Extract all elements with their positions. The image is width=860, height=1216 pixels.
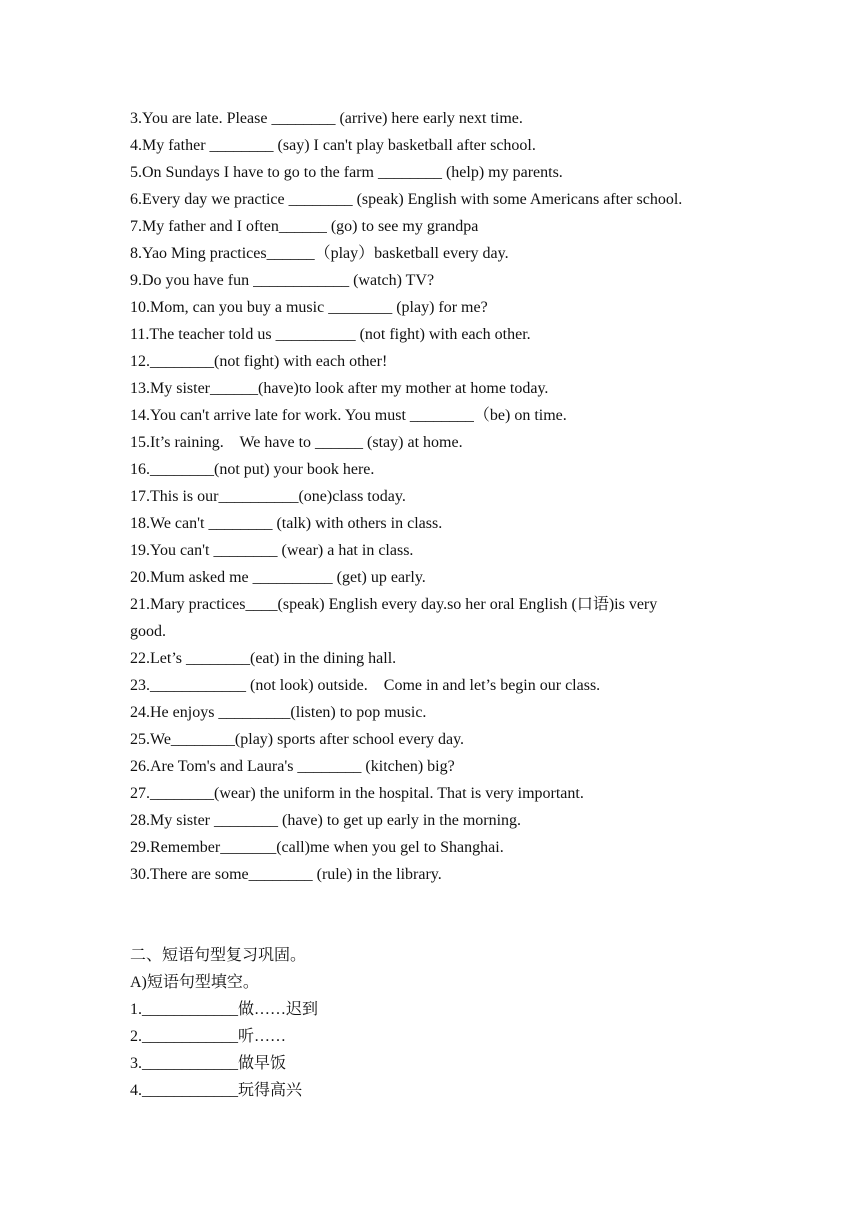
document-page: [130, 105, 750, 1104]
section-spacer: [130, 888, 750, 942]
exercise-list: [130, 105, 750, 888]
exercise-item: 5.On Sundays I have to go to the farm ________ (help) my parents.: [130, 164, 563, 181]
exercise-item: 11.The teacher told us __________ (not fight) with each other.: [130, 326, 531, 343]
phrase-item: 1.____________做……迟到: [130, 1001, 319, 1018]
phrase-item: 2.____________听……: [130, 1028, 287, 1045]
exercise-item: 21.Mary practices____(speak) English every day.so her oral English (口语)is very: [130, 596, 658, 613]
exercise-item: 17.This is our__________(one)class today.: [130, 488, 406, 505]
exercise-item: 29.Remember_______(call)me when you gel to Shanghai.: [130, 839, 504, 856]
exercise-item: 22.Let’s ________(eat) in the dining hall.: [130, 650, 397, 667]
exercise-item: 4.My father ________ (say) I can't play basketball after school.: [130, 137, 536, 154]
exercise-item: 18.We can't ________ (talk) with others in class.: [130, 515, 443, 532]
exercise-item: 3.You are late. Please ________ (arrive) here early next time.: [130, 110, 523, 127]
exercise-item: 28.My sister ________ (have) to get up early in the morning.: [130, 812, 522, 829]
section-two: [130, 942, 750, 1104]
exercise-item: 23.____________ (not look) outside. Come in and let’s begin our class.: [130, 677, 601, 694]
exercise-item: 14.You can't arrive late for work. You must ________（be) on time.: [130, 407, 567, 424]
exercise-item: 7.My father and I often______ (go) to see my grandpa: [130, 218, 479, 235]
exercise-item: 16.________(not put) your book here.: [130, 461, 375, 478]
exercise-item-continuation: good.: [130, 623, 166, 640]
exercise-item: 8.Yao Ming practices______（play）basketball every day.: [130, 245, 509, 262]
exercise-item: 12.________(not fight) with each other!: [130, 353, 388, 370]
exercise-item: 30.There are some________ (rule) in the library.: [130, 866, 442, 883]
section-heading: 二、短语句型复习巩固。: [130, 947, 307, 964]
exercise-item: 9.Do you have fun ____________ (watch) TV?: [130, 272, 435, 289]
phrase-item: 4.____________玩得高兴: [130, 1082, 303, 1099]
phrase-item: 3.____________做早饭: [130, 1055, 287, 1072]
exercise-item: 24.He enjoys _________(listen) to pop music.: [130, 704, 427, 721]
exercise-item: 10.Mom, can you buy a music ________ (play) for me?: [130, 299, 488, 316]
exercise-item: 20.Mum asked me __________ (get) up early.: [130, 569, 426, 586]
exercise-item: 27.________(wear) the uniform in the hospital. That is very important.: [130, 785, 584, 802]
exercise-item: 19.You can't ________ (wear) a hat in class.: [130, 542, 414, 559]
section-subheading: A)短语句型填空。: [130, 974, 259, 991]
exercise-item: 25.We________(play) sports after school every day.: [130, 731, 465, 748]
exercise-item: 6.Every day we practice ________ (speak) English with some Americans after school.: [130, 191, 683, 208]
exercise-item: 15.It’s raining. We have to ______ (stay) at home.: [130, 434, 463, 451]
exercise-item: 26.Are Tom's and Laura's ________ (kitchen) big?: [130, 758, 455, 775]
exercise-item: 13.My sister______(have)to look after my mother at home today.: [130, 380, 549, 397]
